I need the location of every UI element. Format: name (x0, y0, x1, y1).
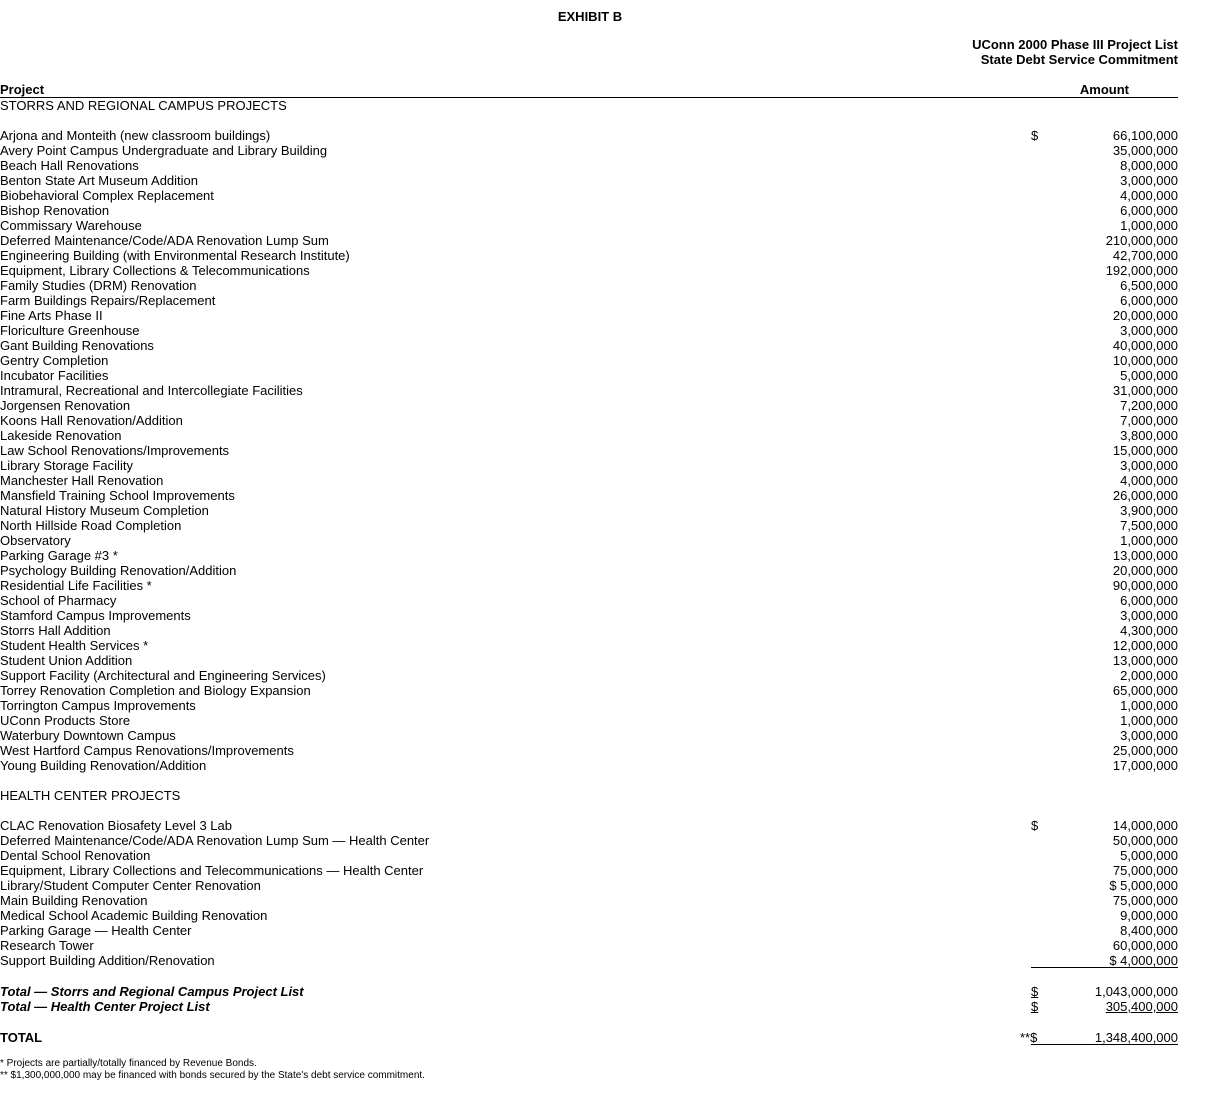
project-amount: 3,000,000 (1120, 608, 1178, 623)
grand-total-row (0, 1030, 1178, 1045)
project-amount: 210,000,000 (1105, 233, 1178, 248)
footnote-revenue-bonds: * Projects are partially/totally financed by Revenue Bonds. (0, 1058, 257, 1069)
project-name: Support Facility (Architectural and Engineering Services) (0, 668, 326, 683)
total-row-health (0, 999, 1178, 1014)
currency-symbol: $ (1031, 818, 1039, 833)
project-row (0, 218, 1178, 233)
grand-total-amount: 1,348,400,000 (1094, 1030, 1178, 1045)
project-row (0, 443, 1178, 458)
project-row (0, 293, 1178, 308)
project-amount: 8,000,000 (1120, 158, 1178, 173)
project-name: Research Tower (0, 938, 94, 953)
project-row (0, 593, 1178, 608)
total-row-storrs (0, 984, 1178, 999)
project-name: Gentry Completion (0, 353, 109, 368)
project-name: Commissary Warehouse (0, 218, 142, 233)
total-amount-storrs: 1,043,000,000 (1094, 984, 1178, 999)
project-row (0, 398, 1178, 413)
project-amount: 1,000,000 (1120, 218, 1178, 233)
column-header-project: Project (0, 82, 45, 97)
exhibit-label: EXHIBIT B (557, 9, 623, 24)
project-row (0, 308, 1178, 323)
project-row (0, 758, 1178, 773)
project-row (0, 818, 1178, 833)
project-name: Gant Building Renovations (0, 338, 154, 353)
project-row (0, 413, 1178, 428)
section-title-health: HEALTH CENTER PROJECTS (0, 788, 181, 803)
project-name: Deferred Maintenance/Code/ADA Renovation Lump Sum — Health Center (0, 833, 430, 848)
project-row (0, 728, 1178, 743)
project-amount: 1,000,000 (1120, 713, 1178, 728)
project-name: Torrey Renovation Completion and Biology Expansion (0, 683, 311, 698)
project-row (0, 683, 1178, 698)
project-amount: 42,700,000 (1112, 248, 1178, 263)
project-name: Storrs Hall Addition (0, 623, 111, 638)
project-row (0, 518, 1178, 533)
project-name: Family Studies (DRM) Renovation (0, 278, 197, 293)
project-name: Biobehavioral Complex Replacement (0, 188, 214, 203)
project-row (0, 128, 1178, 143)
totals-block (0, 984, 1178, 1014)
project-amount: 8,400,000 (1120, 923, 1178, 938)
project-name: Main Building Renovation (0, 893, 148, 908)
project-row (0, 878, 1178, 893)
project-row (0, 533, 1178, 548)
project-amount: 40,000,000 (1112, 338, 1178, 353)
project-row (0, 668, 1178, 683)
project-row (0, 488, 1178, 503)
project-amount: 6,000,000 (1120, 203, 1178, 218)
project-name: Medical School Academic Building Renovation (0, 908, 268, 923)
project-amount: 5,000,000 (1120, 368, 1178, 383)
project-row (0, 158, 1178, 173)
project-name: Stamford Campus Improvements (0, 608, 191, 623)
project-name: Engineering Building (with Environmental Research Institute) (0, 248, 350, 263)
project-amount: 4,000,000 (1120, 188, 1178, 203)
project-name: Torrington Campus Improvements (0, 698, 196, 713)
project-amount: $ 4,000,000 (1109, 953, 1178, 968)
project-row (0, 863, 1178, 878)
project-amount: 75,000,000 (1112, 893, 1178, 908)
column-header-row (0, 82, 1178, 98)
title-line-2: State Debt Service Commitment (980, 52, 1178, 67)
project-amount: 15,000,000 (1112, 443, 1178, 458)
project-amount: 3,000,000 (1120, 173, 1178, 188)
project-name: Koons Hall Renovation/Addition (0, 413, 183, 428)
project-name: Young Building Renovation/Addition (0, 758, 207, 773)
project-row (0, 713, 1178, 728)
project-name: Intramural, Recreational and Intercollegiate Facilities (0, 383, 303, 398)
project-name: Arjona and Monteith (new classroom buildings) (0, 128, 271, 143)
project-amount: 5,000,000 (1120, 848, 1178, 863)
project-name: Incubator Facilities (0, 368, 109, 383)
project-row (0, 638, 1178, 653)
currency-symbol: $ (1031, 999, 1039, 1014)
project-row (0, 608, 1178, 623)
project-row (0, 458, 1178, 473)
project-amount: 20,000,000 (1112, 308, 1178, 323)
project-row (0, 743, 1178, 758)
project-amount: 3,900,000 (1120, 503, 1178, 518)
project-amount: 3,000,000 (1120, 458, 1178, 473)
project-name: Lakeside Renovation (0, 428, 122, 443)
project-row (0, 248, 1178, 263)
project-name: Observatory (0, 533, 71, 548)
project-row (0, 323, 1178, 338)
project-name: Support Building Addition/Renovation (0, 953, 215, 968)
project-name: North Hillside Road Completion (0, 518, 182, 533)
footnote-bond-limit: ** $1,300,000,000 may be financed with bonds secured by the State's debt service commitment. (0, 1070, 425, 1081)
health-project-list (0, 818, 1178, 968)
project-name: Mansfield Training School Improvements (0, 488, 235, 503)
project-name: Fine Arts Phase II (0, 308, 103, 323)
project-row (0, 833, 1178, 848)
project-amount: 66,100,000 (1112, 128, 1178, 143)
section-title-storrs: STORRS AND REGIONAL CAMPUS PROJECTS (0, 98, 287, 113)
project-name: Natural History Museum Completion (0, 503, 209, 518)
project-row (0, 848, 1178, 863)
project-row (0, 503, 1178, 518)
grand-total-rule (1031, 1044, 1178, 1045)
grand-total-label: TOTAL (0, 1030, 43, 1045)
project-amount: 7,500,000 (1120, 518, 1178, 533)
project-row (0, 938, 1178, 953)
project-name: Bishop Renovation (0, 203, 110, 218)
storrs-project-list (0, 128, 1178, 773)
project-name: Equipment, Library Collections & Telecommunications (0, 263, 310, 278)
project-amount: $ 5,000,000 (1109, 878, 1178, 893)
project-amount: 6,000,000 (1120, 293, 1178, 308)
project-amount: 192,000,000 (1105, 263, 1178, 278)
project-amount: 1,000,000 (1120, 533, 1178, 548)
grand-total-currency: **$ (1020, 1030, 1038, 1045)
footnotes (0, 1058, 425, 1082)
project-name: Waterbury Downtown Campus (0, 728, 176, 743)
total-label-storrs: Total — Storrs and Regional Campus Project List (0, 984, 304, 999)
project-row (0, 278, 1178, 293)
project-name: Equipment, Library Collections and Telecommunications — Health Center (0, 863, 424, 878)
project-row (0, 233, 1178, 248)
project-row (0, 563, 1178, 578)
project-amount: 65,000,000 (1112, 683, 1178, 698)
project-name: Library/Student Computer Center Renovation (0, 878, 261, 893)
project-amount: 13,000,000 (1112, 653, 1178, 668)
project-row (0, 698, 1178, 713)
project-amount: 26,000,000 (1112, 488, 1178, 503)
project-name: Deferred Maintenance/Code/ADA Renovation Lump Sum (0, 233, 329, 248)
project-name: Jorgensen Renovation (0, 398, 131, 413)
project-name: Law School Renovations/Improvements (0, 443, 230, 458)
project-amount: 1,000,000 (1120, 698, 1178, 713)
project-name: Benton State Art Museum Addition (0, 173, 199, 188)
project-amount: 17,000,000 (1112, 758, 1178, 773)
project-row (0, 623, 1178, 638)
project-row (0, 173, 1178, 188)
project-amount: 3,000,000 (1120, 728, 1178, 743)
total-amount-health: 305,400,000 (1105, 999, 1178, 1014)
project-name: Avery Point Campus Undergraduate and Library Building (0, 143, 328, 158)
project-row (0, 953, 1178, 968)
project-amount: 14,000,000 (1112, 818, 1178, 833)
project-row (0, 923, 1178, 938)
project-amount: 50,000,000 (1112, 833, 1178, 848)
project-amount: 60,000,000 (1112, 938, 1178, 953)
project-name: Beach Hall Renovations (0, 158, 139, 173)
project-amount: 25,000,000 (1112, 743, 1178, 758)
project-name: Farm Buildings Repairs/Replacement (0, 293, 216, 308)
project-amount: 12,000,000 (1112, 638, 1178, 653)
project-name: Psychology Building Renovation/Addition (0, 563, 237, 578)
project-name: Student Union Addition (0, 653, 133, 668)
project-amount: 3,800,000 (1120, 428, 1178, 443)
project-amount: 2,000,000 (1120, 668, 1178, 683)
project-row (0, 338, 1178, 353)
project-amount: 75,000,000 (1112, 863, 1178, 878)
project-row (0, 203, 1178, 218)
total-label-health: Total — Health Center Project List (0, 999, 210, 1014)
project-name: School of Pharmacy (0, 593, 117, 608)
project-name: Dental School Renovation (0, 848, 151, 863)
project-row (0, 353, 1178, 368)
health-subtotal-rule (1031, 967, 1178, 968)
project-row (0, 188, 1178, 203)
project-name: UConn Products Store (0, 713, 131, 728)
project-amount: 3,000,000 (1120, 323, 1178, 338)
project-row (0, 578, 1178, 593)
project-name: Manchester Hall Renovation (0, 473, 164, 488)
project-name: Student Health Services * (0, 638, 149, 653)
project-amount: 6,000,000 (1120, 593, 1178, 608)
project-amount: 31,000,000 (1112, 383, 1178, 398)
project-name: Residential Life Facilities * (0, 578, 152, 593)
project-amount: 90,000,000 (1112, 578, 1178, 593)
project-amount: 20,000,000 (1112, 563, 1178, 578)
project-name: Floriculture Greenhouse (0, 323, 140, 338)
project-name: Parking Garage — Health Center (0, 923, 192, 938)
project-amount: 6,500,000 (1120, 278, 1178, 293)
project-row (0, 143, 1178, 158)
project-amount: 7,200,000 (1120, 398, 1178, 413)
project-row (0, 383, 1178, 398)
column-header-amount: Amount (1079, 82, 1129, 97)
document-title (972, 37, 1178, 67)
project-name: West Hartford Campus Renovations/Improvements (0, 743, 294, 758)
project-amount: 4,000,000 (1120, 473, 1178, 488)
project-amount: 7,000,000 (1120, 413, 1178, 428)
project-amount: 9,000,000 (1120, 908, 1178, 923)
project-amount: 13,000,000 (1112, 548, 1178, 563)
currency-symbol: $ (1031, 984, 1039, 999)
project-row (0, 428, 1178, 443)
project-row (0, 653, 1178, 668)
project-amount: 35,000,000 (1112, 143, 1178, 158)
project-row (0, 893, 1178, 908)
project-row (0, 263, 1178, 278)
project-amount: 4,300,000 (1120, 623, 1178, 638)
project-amount: 10,000,000 (1112, 353, 1178, 368)
project-row (0, 908, 1178, 923)
project-row (0, 473, 1178, 488)
title-line-1: UConn 2000 Phase III Project List (972, 37, 1178, 52)
project-name: Library Storage Facility (0, 458, 133, 473)
project-name: Parking Garage #3 * (0, 548, 118, 563)
project-name: CLAC Renovation Biosafety Level 3 Lab (0, 818, 232, 833)
currency-symbol: $ (1031, 128, 1039, 143)
project-row (0, 548, 1178, 563)
project-row (0, 368, 1178, 383)
